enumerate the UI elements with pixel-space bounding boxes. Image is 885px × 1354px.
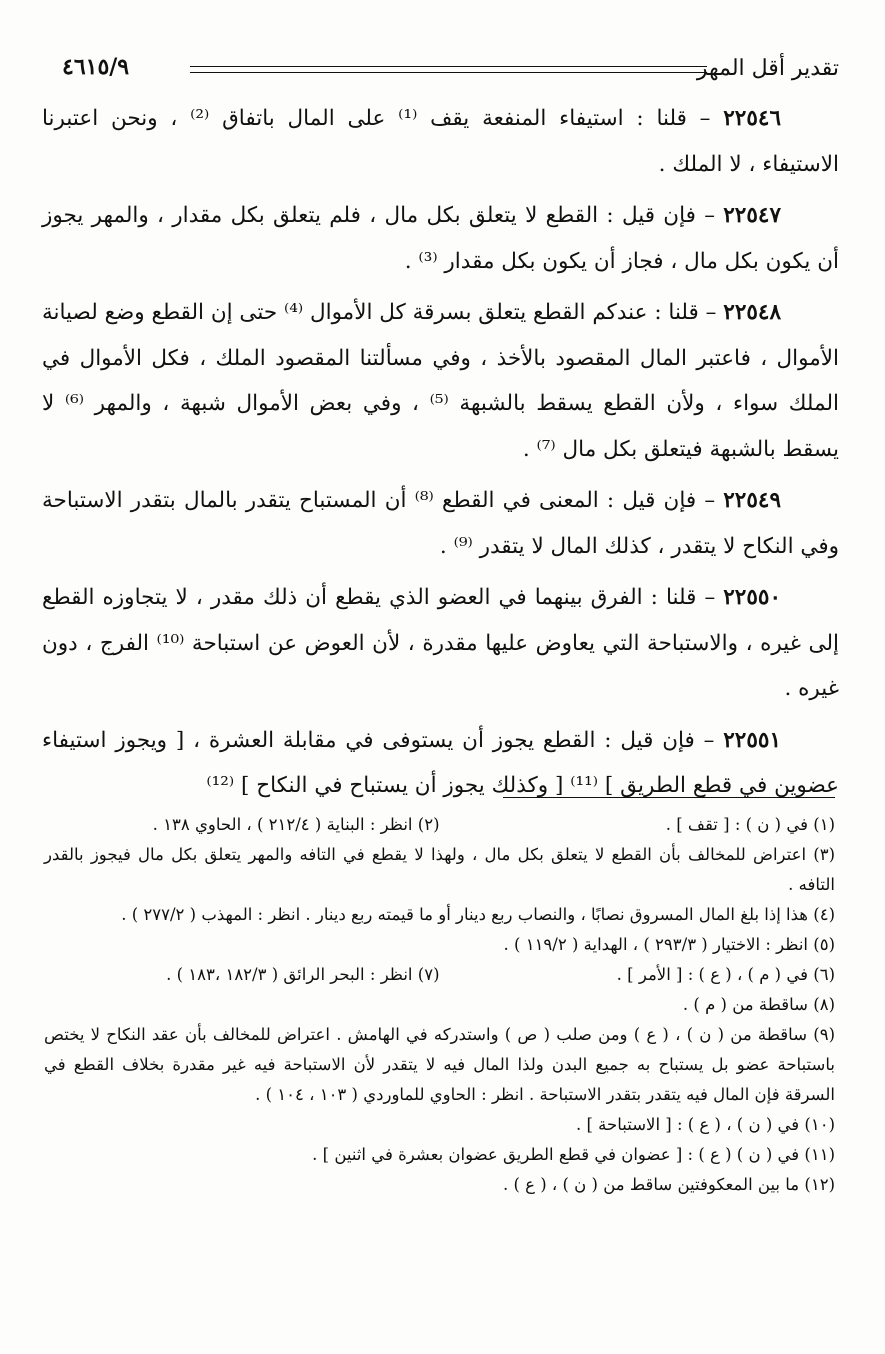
issue-number: ٢٢٥٤٦ <box>723 106 781 131</box>
footnote: (٥) انظر : الاختيار ( ٢٩٣/٣ ) ، الهداية ( ١١٩/٢ ) . <box>503 935 835 954</box>
paragraph-text: – قلنا : عندكم القطع يتعلق بسرقة كل الأموال ⁽⁴⁾ حتى إن القطع وضع لصيانة الأموال ، فاعتبر المال المقصود بالأخذ ، وفي مسألتنا المقصود الملك ، فكل الأموال في الملك سواء ، ولأن القطع يسقط بالشبهة ⁽⁵⁾ ، وفي بعض الأموال شبهة ، والمهر ⁽⁶⁾ لا يسقط بالشبهة فيتعلق بكل مال ⁽⁷⁾ . <box>42 300 839 462</box>
footnote-row <box>44 810 835 840</box>
footnote: (١٠) في ( ن ) ، ( ع ) : [ الاستباحة ] . <box>576 1115 835 1134</box>
footnote: (٩) ساقطة من ( ن ) ، ( ع ) ومن صلب ( ص ) واستدركه في الهامش . اعتراض للمخالف بأن عقد النكاح لا يختص باستباحة عضو بل يستباح به جميع البدن ولذا المال فيه لا يتقدر لأن الاستباحة فيه غير مقدرة بخلاف القطع في السرقة فإن المال فيه يتقدر بتقدر الاستباحة . انظر : الحاوي للماوردي ( ١٠٣ ، ١٠٤ ) . <box>44 1025 835 1104</box>
paragraph <box>42 290 839 472</box>
footnote: (٧) انظر : البحر الرائق ( ١٨٢/٣ ،١٨٣ ) . <box>166 965 440 984</box>
paragraph-text: – فإن قيل : القطع لا يتعلق بكل مال ، فلم يتعلق بكل مقدار ، والمهر يجوز أن يكون بكل مال ، فجاز أن يكون بكل مقدار ⁽³⁾ . <box>42 203 839 274</box>
paragraph <box>42 96 839 187</box>
paragraph <box>42 575 839 712</box>
footnote: (١) في ( ن ) : [ تقف ] . <box>665 815 835 834</box>
issue-number: ٢٢٥٤٩ <box>723 488 781 513</box>
paragraph <box>42 718 839 809</box>
footnote: (٤) هذا إذا بلغ المال المسروق نصابًا ، والنصاب ربع دينار أو ما قيمته ربع دينار . انظر : المهذب ( ٢٧٧/٢ ) . <box>121 905 835 924</box>
paragraph <box>42 193 839 284</box>
main-text <box>42 96 839 815</box>
footnote-separator <box>503 797 835 798</box>
running-title: تقدير أقل المهر <box>696 56 839 81</box>
footnote: (٣) اعتراض للمخالف بأن القطع لا يتعلق بكل مال ، ولهذا لا يقطع في التافه والمهر يتعلق بكل مال فيجوز بالقدر التافه . <box>44 845 835 894</box>
paragraph-text: – قلنا : استيفاء المنفعة يقف ⁽¹⁾ على المال باتفاق ⁽²⁾ ، ونحن اعتبرنا الاستيفاء ، لا الملك . <box>42 106 839 177</box>
paragraph-text: – فإن قيل : القطع يجوز أن يستوفى في مقابلة العشرة ، [ ويجوز استيفاء عضوين في قطع الطريق ] ⁽¹¹⁾ [ وكذلك يجوز أن يستباح في النكاح ] ⁽¹²⁾ <box>42 727 839 798</box>
page-header <box>62 48 839 88</box>
footnote-row <box>44 960 835 990</box>
paragraph <box>42 478 839 569</box>
paragraph-text: – قلنا : الفرق بينهما في العضو الذي يقطع أن ذلك مقدر ، لا يتجاوزه القطع إلى غيره ، والاستباحة التي يعاوض عليها مقدرة ، لأن العوض عن استباحة ⁽¹⁰⁾ الفرج ، دون غيره . <box>42 585 839 701</box>
footnote: (١١) في ( ن ) ( ع ) : [ عضوان في قطع الطريق عضوان بعشرة في اثنين ] . <box>312 1145 835 1164</box>
footnote: (١٢) ما بين المعكوفتين ساقط من ( ن ) ، ( ع ) . <box>502 1175 835 1194</box>
paragraph-text: – فإن قيل : المعنى في القطع ⁽⁸⁾ أن المستباح يتقدر بالمال بتقدر الاستباحة وفي النكاح لا يتقدر ، كذلك المال لا يتقدر ⁽⁹⁾ . <box>42 488 839 559</box>
footnotes <box>44 810 835 1200</box>
header-rule <box>190 66 707 73</box>
page-number: ٤٦١٥/٩ <box>62 54 130 80</box>
issue-number: ٢٢٥٥١ <box>723 727 781 753</box>
footnote: (٦) في ( م ) ، ( ع ) : [ الأمر ] . <box>616 965 835 984</box>
issue-number: ٢٢٥٤٨ <box>723 300 782 325</box>
issue-number: ٢٢٥٥٠ <box>723 585 781 610</box>
footnote: (٨) ساقطة من ( م ) . <box>682 995 835 1014</box>
footnote: (٢) انظر : البناية ( ٢١٢/٤ ) ، الحاوي ١٣٨ . <box>152 815 440 834</box>
issue-number: ٢٢٥٤٧ <box>723 203 781 228</box>
